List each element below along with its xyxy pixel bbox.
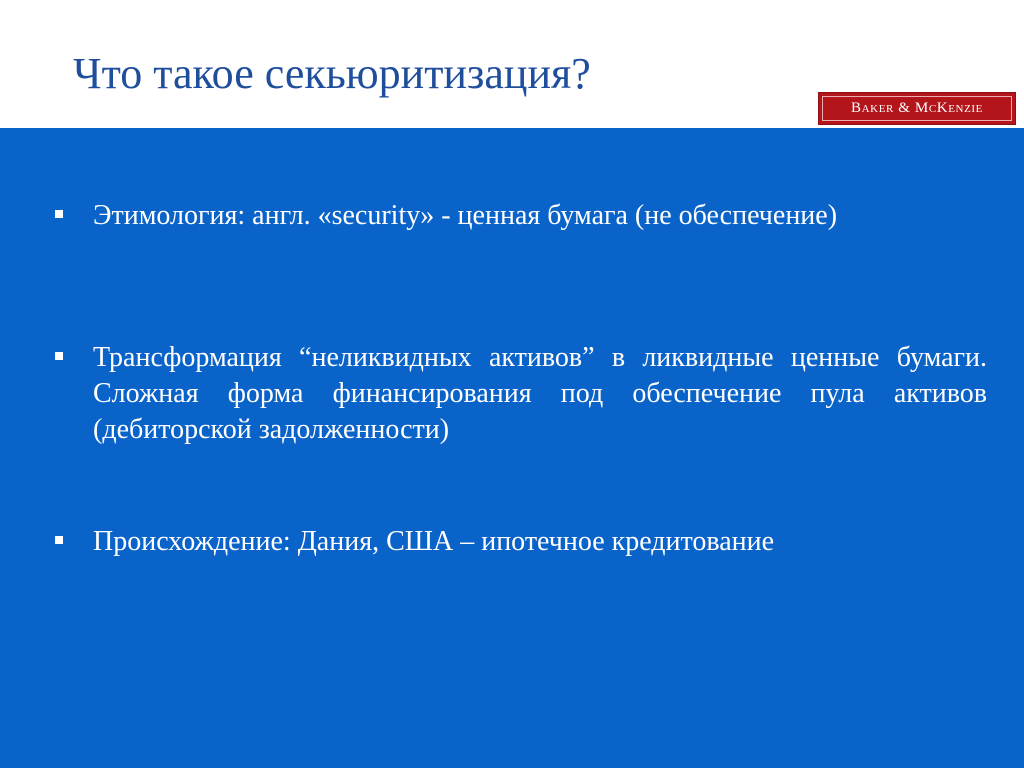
bullet-text: Этимология: англ. «security» - ценная бумага (не обеспечение)	[93, 200, 838, 231]
slide-content	[0, 128, 1024, 768]
bullet-text: Происхождение: Дания, США – ипотечное кредитование	[93, 526, 775, 557]
logo-frame	[822, 96, 1012, 121]
square-bullet-icon	[55, 210, 63, 218]
baker-mckenzie-logo	[818, 92, 1016, 125]
slide-header	[0, 0, 1024, 128]
slide-title: Что такое секьюритизация?	[73, 49, 591, 98]
bullet-text: Трансформация “неликвидных активов” в ликвидные ценные бумаги. Сложная форма финансирования под обеспечение пула активов (дебиторской задолженности)	[93, 342, 987, 445]
square-bullet-icon	[55, 536, 63, 544]
square-bullet-icon	[55, 352, 63, 360]
logo-text: Baker & McKenzie	[851, 100, 983, 116]
